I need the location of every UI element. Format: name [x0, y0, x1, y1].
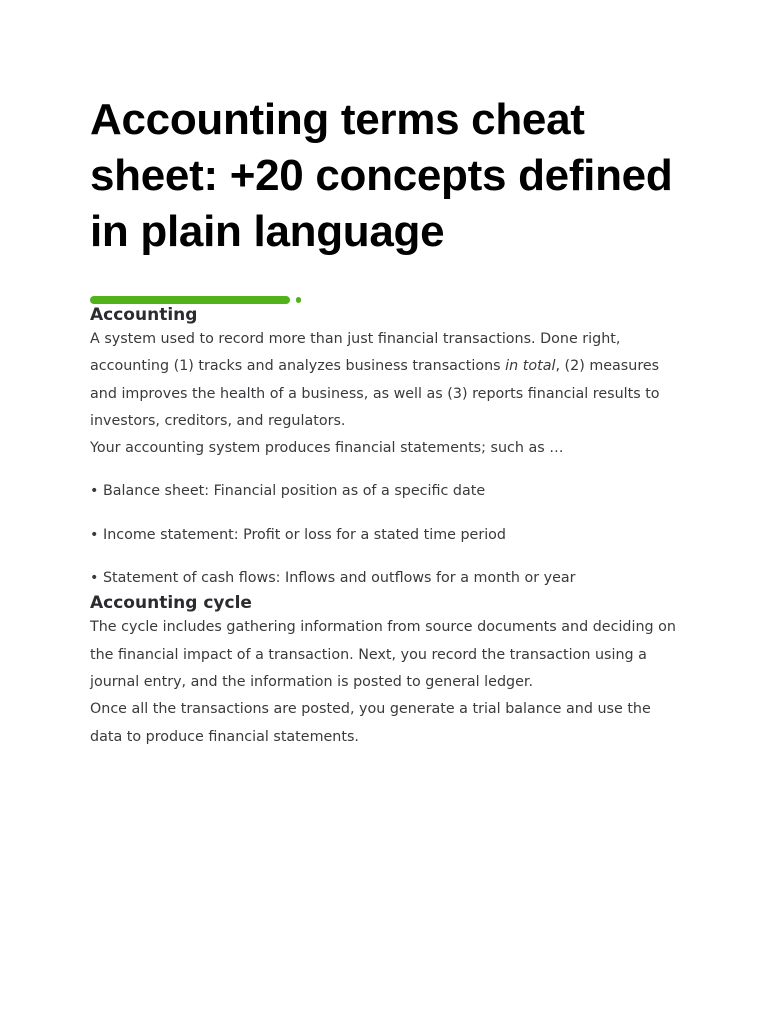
- paragraph-text: A system used to record more than just financial transactions. Done right, accounting (1) tracks and analyzes business transactions: [90, 331, 621, 375]
- page-title: Accounting terms cheat sheet: +20 concepts defined in plain language: [90, 95, 673, 256]
- paragraph: [90, 326, 680, 435]
- paragraph: The cycle includes gathering information from source documents and deciding on the financial impact of a transaction. Next, you record the transaction using a journal entry, and the information is posted to general ledger.: [90, 619, 676, 690]
- accent-dot: [296, 297, 301, 303]
- italic-text: in total: [505, 358, 556, 375]
- accent-bar: [90, 296, 290, 304]
- section-accounting: [90, 304, 680, 592]
- bullet-list: [90, 478, 680, 592]
- section-heading: Accounting: [90, 305, 198, 325]
- list-item: • Income statement: Profit or loss for a stated time period: [90, 526, 506, 543]
- list-item: • Statement of cash flows: Inflows and outflows for a month or year: [90, 570, 576, 587]
- section-heading: Accounting cycle: [90, 593, 252, 614]
- list-item: • Balance sheet: Financial position as of a specific date: [90, 483, 486, 500]
- section-accounting-cycle: [90, 592, 680, 750]
- paragraph: Your accounting system produces financial statements; such as …: [90, 440, 564, 457]
- article-content: [90, 92, 680, 751]
- title-accent-divider: [90, 296, 680, 304]
- paragraph: Once all the transactions are posted, you generate a trial balance and use the data to produce financial statements.: [90, 701, 651, 745]
- paragraph-text: , (2) measures and improves the health of a business, as well as (3) reports financial results to investors, creditors, and regulators.: [90, 358, 660, 429]
